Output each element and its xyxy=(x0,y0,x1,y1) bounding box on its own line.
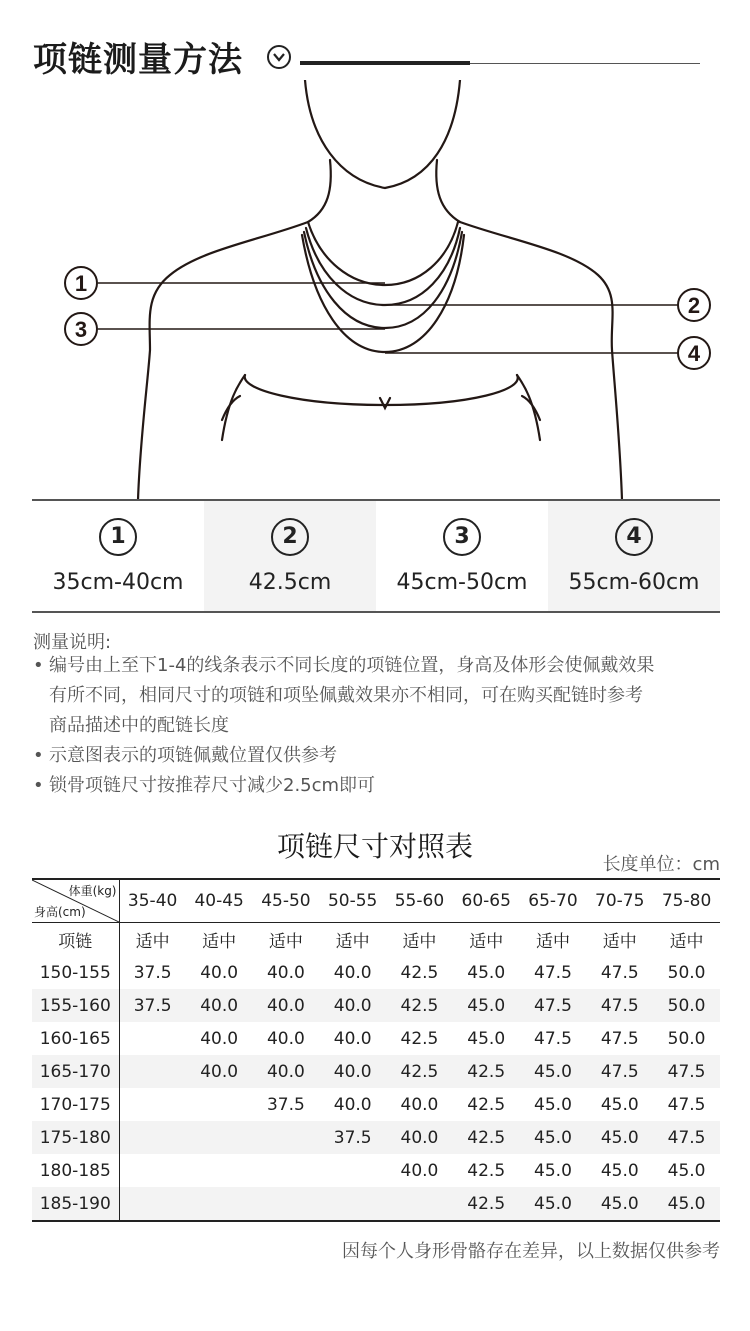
row-header: 150-155 xyxy=(32,956,119,989)
armpit-right xyxy=(517,375,540,440)
table-cell: 37.5 xyxy=(119,989,186,1022)
table-cell: 40.0 xyxy=(200,962,239,983)
fit-cell: 适中 xyxy=(402,932,437,952)
table-cell: 40.0 xyxy=(386,1121,453,1154)
size-cell-1 xyxy=(32,501,204,611)
table-cell: 42.5 xyxy=(467,1160,506,1181)
marker-4-label: 4 xyxy=(687,341,701,366)
size-cell-2 xyxy=(204,501,376,611)
table-cell: 40.0 xyxy=(319,989,386,1022)
table-row xyxy=(32,1187,720,1220)
table-title: 项链尺寸对照表 xyxy=(276,830,473,863)
table-cell xyxy=(253,1154,320,1187)
shoulder-right xyxy=(460,222,622,500)
row-header: 项链 xyxy=(32,923,119,957)
table-cell xyxy=(119,1187,186,1220)
neck-illustration xyxy=(0,80,750,500)
table-cell: 45.0 xyxy=(667,1160,706,1181)
size-value: 55cm-60cm xyxy=(568,569,700,595)
table-corner-cell xyxy=(32,880,119,923)
weight-header: 60-65 xyxy=(453,880,520,923)
marker-1-label: 1 xyxy=(74,271,88,296)
footer-disclaimer: 因每个人身形骨骼存在差异，以上数据仅供参考 xyxy=(342,1241,720,1262)
row-header: 165-170 xyxy=(32,1055,119,1088)
table-cell: 45.0 xyxy=(520,1055,587,1088)
weight-header: 70-75 xyxy=(586,880,653,923)
table-cell xyxy=(253,1187,320,1220)
table-cell: 42.5 xyxy=(453,1187,520,1220)
table-cell: 50.0 xyxy=(667,1028,706,1049)
table-row xyxy=(32,1121,720,1154)
note-item xyxy=(33,771,375,801)
weight-header: 75-80 xyxy=(653,880,720,923)
table-cell xyxy=(319,1154,386,1187)
note-item xyxy=(33,651,654,681)
row-header: 175-180 xyxy=(32,1121,119,1154)
marker-3-label: 3 xyxy=(74,317,88,342)
table-cell xyxy=(186,1121,253,1154)
table-row xyxy=(32,1055,720,1088)
table-cell: 40.0 xyxy=(333,1094,372,1115)
size-value: 42.5cm xyxy=(248,569,332,595)
table-cell: 47.5 xyxy=(653,1055,720,1088)
table-row xyxy=(32,1154,720,1187)
table-cell: 45.0 xyxy=(467,962,506,983)
table-cell: 42.5 xyxy=(467,1094,506,1115)
table-cell xyxy=(119,1154,186,1187)
table-cell: 45.0 xyxy=(653,1187,720,1220)
table-cell: 50.0 xyxy=(653,989,720,1022)
fit-cell: 适中 xyxy=(535,932,570,952)
table-cell: 42.5 xyxy=(386,989,453,1022)
table-cell: 42.5 xyxy=(400,962,439,983)
table-cell xyxy=(186,1187,253,1220)
table-cell xyxy=(119,1121,186,1154)
sternum-mark xyxy=(380,398,390,408)
bullet-icon: • xyxy=(33,745,44,766)
table-cell: 40.0 xyxy=(253,989,320,1022)
weight-header: 45-50 xyxy=(253,880,320,923)
table-cell: 40.0 xyxy=(200,1028,239,1049)
table-cell: 47.5 xyxy=(534,962,572,983)
chevron-down-circle-icon xyxy=(266,44,292,70)
table-cell: 47.5 xyxy=(653,1121,720,1154)
table-cell: 45.0 xyxy=(586,1187,653,1220)
size-table xyxy=(32,878,720,1222)
row-header: 180-185 xyxy=(32,1154,119,1187)
table-cell: 45.0 xyxy=(453,989,520,1022)
table-cell: 45.0 xyxy=(520,1187,587,1220)
note-continuation: 商品描述中的配链长度 xyxy=(49,715,229,736)
unit-label: 长度单位：cm xyxy=(602,854,720,875)
table-cell: 45.0 xyxy=(600,1160,639,1181)
table-body xyxy=(32,923,720,1221)
table-cell: 40.0 xyxy=(266,1028,305,1049)
weight-header: 65-70 xyxy=(520,880,587,923)
table-cell: 45.0 xyxy=(467,1028,506,1049)
necklace-1 xyxy=(308,222,458,285)
size-cell-3 xyxy=(376,501,548,611)
weight-header: 50-55 xyxy=(319,880,386,923)
table-row xyxy=(32,1088,720,1121)
table-cell: 40.0 xyxy=(400,1160,439,1181)
armpit-left xyxy=(222,375,245,440)
table-header-row xyxy=(32,880,720,923)
shoulder-left xyxy=(138,222,308,500)
fit-cell: 适中 xyxy=(135,932,170,952)
notes-title: 测量说明: xyxy=(33,632,112,653)
table-cell: 47.5 xyxy=(520,989,587,1022)
table-cell: 40.0 xyxy=(253,1055,320,1088)
fit-cell: 适中 xyxy=(335,932,370,952)
table-cell xyxy=(186,1088,253,1121)
table-cell: 40.0 xyxy=(186,1055,253,1088)
table-cell: 42.5 xyxy=(453,1121,520,1154)
corner-weight-label: 体重(kg) xyxy=(68,884,117,898)
note-item xyxy=(33,741,337,771)
table-cell: 37.5 xyxy=(266,1094,305,1115)
size-value: 35cm-40cm xyxy=(52,569,184,595)
table-cell: 40.0 xyxy=(333,1028,372,1049)
table-row xyxy=(32,923,720,957)
table-cell: 40.0 xyxy=(186,989,253,1022)
table-cell: 40.0 xyxy=(319,1055,386,1088)
table-cell: 47.5 xyxy=(600,1028,639,1049)
table-cell: 42.5 xyxy=(400,1028,439,1049)
size-strip xyxy=(32,499,720,613)
note-continuation: 有所不同，相同尺寸的项链和项坠佩戴效果亦不相同，可在购买配链时参考 xyxy=(49,685,643,706)
table-cell: 50.0 xyxy=(667,962,706,983)
table-cell: 45.0 xyxy=(534,1094,572,1115)
note-text: 示意图表示的项链佩戴位置仅供参考 xyxy=(49,745,337,766)
table-cell: 42.5 xyxy=(386,1055,453,1088)
row-header: 155-160 xyxy=(32,989,119,1022)
table-cell xyxy=(119,1022,186,1055)
size-value: 45cm-50cm xyxy=(396,569,528,595)
bullet-icon: • xyxy=(33,775,44,796)
size-number: 1 xyxy=(99,518,137,556)
table-cell: 47.5 xyxy=(600,962,639,983)
table-cell xyxy=(119,1055,186,1088)
table-cell: 40.0 xyxy=(333,962,372,983)
row-header: 185-190 xyxy=(32,1187,119,1220)
size-number: 2 xyxy=(271,518,309,556)
neck-right xyxy=(436,160,460,222)
size-cell-4 xyxy=(548,501,720,611)
corner-height-label: 身高(cm) xyxy=(34,905,86,919)
table-cell: 37.5 xyxy=(319,1121,386,1154)
table-cell xyxy=(386,1187,453,1220)
neck-left xyxy=(308,160,331,222)
table-cell xyxy=(253,1121,320,1154)
weight-header: 35-40 xyxy=(119,880,186,923)
table-cell xyxy=(319,1187,386,1220)
note-text: 锁骨项链尺寸按推荐尺寸减少2.5cm即可 xyxy=(49,775,376,796)
note-text: 编号由上至下1-4的线条表示不同长度的项链位置，身高及体形会使佩戴效果 xyxy=(49,655,655,676)
table-cell: 45.0 xyxy=(520,1121,587,1154)
table-cell: 37.5 xyxy=(133,962,172,983)
row-header: 160-165 xyxy=(32,1022,119,1055)
weight-header: 55-60 xyxy=(386,880,453,923)
table-cell: 45.0 xyxy=(534,1160,572,1181)
table-cell: 47.5 xyxy=(534,1028,572,1049)
table-cell xyxy=(119,1088,186,1121)
table-row xyxy=(32,956,720,989)
marker-2-label: 2 xyxy=(687,293,701,318)
table-cell xyxy=(186,1154,253,1187)
table-cell: 47.5 xyxy=(586,1055,653,1088)
page-title: 项链测量方法 xyxy=(33,40,243,80)
table-cell: 42.5 xyxy=(453,1055,520,1088)
table-row xyxy=(32,1022,720,1055)
fit-cell: 适中 xyxy=(602,932,637,952)
size-number: 4 xyxy=(615,518,653,556)
table-cell: 45.0 xyxy=(600,1094,639,1115)
table-cell: 47.5 xyxy=(667,1094,706,1115)
bullet-icon: • xyxy=(33,655,44,676)
fit-cell: 适中 xyxy=(469,932,504,952)
table-cell: 40.0 xyxy=(400,1094,439,1115)
table-cell: 47.5 xyxy=(586,989,653,1022)
size-number: 3 xyxy=(443,518,481,556)
row-header: 170-175 xyxy=(32,1088,119,1121)
fit-cell: 适中 xyxy=(669,932,704,952)
fit-cell: 适中 xyxy=(202,932,237,952)
weight-header: 40-45 xyxy=(186,880,253,923)
table-cell: 40.0 xyxy=(266,962,305,983)
table-row xyxy=(32,989,720,1022)
table-cell: 45.0 xyxy=(586,1121,653,1154)
title-divider-accent xyxy=(300,61,470,65)
fit-cell: 适中 xyxy=(268,932,303,952)
